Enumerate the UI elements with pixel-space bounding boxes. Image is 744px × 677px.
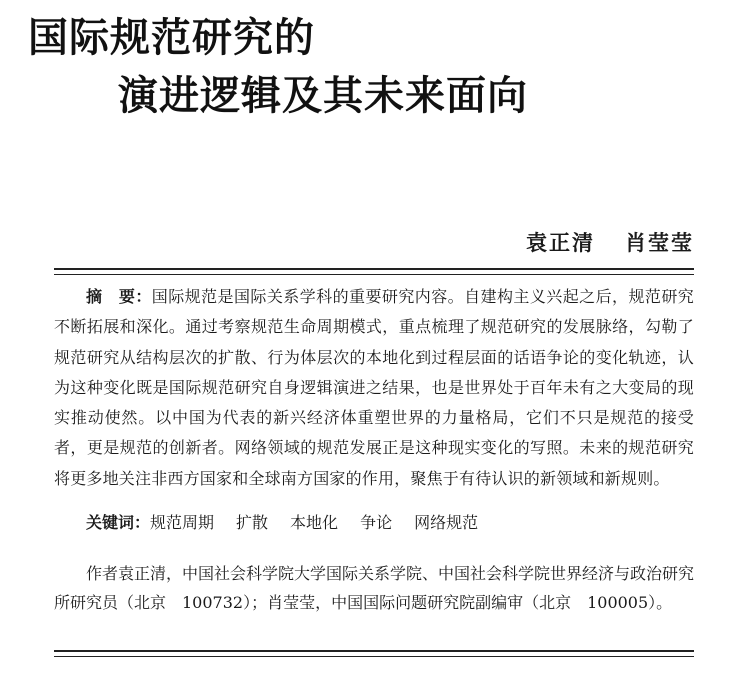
author-name-2: 肖莹莹 [625, 230, 694, 255]
keyword: 扩散 [236, 513, 269, 532]
keywords-label: 关键词： [86, 513, 151, 532]
bottom-double-rule [54, 650, 694, 657]
abstract-label: 摘 要： [86, 287, 152, 306]
abstract-text: 国际规范是国际关系学科的重要研究内容。自建构主义兴起之后，规范研究不断拓展和深化。通过考察规范生命周期模式，重点梳理了规范研究的发展脉络，勾勒了规范研究从结构层次的扩散、行为体层次的本地化到过程层面的话语争论的变化轨迹，认为这种变化既是国际规范研究自身逻辑演进之结果，也是世界处于百年未有之大变局的现实推动使然。以中国为代表的新兴经济体重塑世界的力量格局，它们不只是规范的接受者，更是规范的创新者。网络领域的规范发展正是这种现实变化的写照。未来的规范研究将更多地关注非西方国家和全球南方国家的作用，聚焦于有待认识的新领域和新规则。 [54, 287, 694, 488]
keyword: 争论 [360, 513, 393, 532]
article-title-line-2: 演进逻辑及其未来面向 [118, 73, 528, 119]
abstract-paragraph [54, 282, 694, 494]
top-double-rule [54, 268, 694, 275]
article-title-line-1: 国际规范研究的 [28, 15, 315, 61]
keyword: 本地化 [290, 513, 339, 532]
keyword: 网络规范 [414, 513, 479, 532]
keywords-line [86, 508, 500, 538]
author-affiliation-note: 作者袁正清，中国社会科学院大学国际关系学院、中国社会科学院世界经济与政治研究所研究员（北京 100732）；肖莹莹，中国国际问题研究院副编审（北京 100005）。 [54, 564, 695, 612]
keyword: 规范周期 [150, 513, 215, 532]
author-names [526, 228, 694, 258]
author-name-1: 袁正清 [526, 230, 595, 255]
